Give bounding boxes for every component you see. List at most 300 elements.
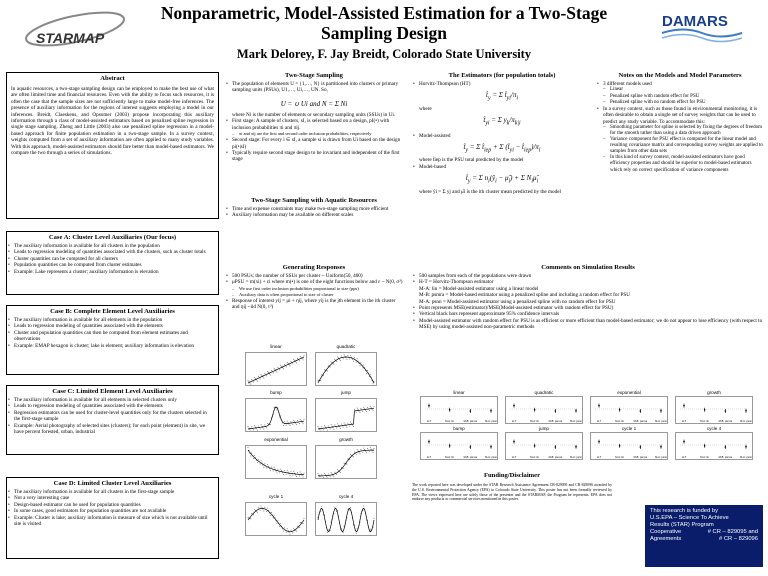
response-point	[320, 380, 321, 381]
mse-point	[619, 409, 621, 411]
response-point	[264, 507, 265, 508]
responses-bullet: • Response of interest yij = μi + ηij, where yij is the jth element in the ith cluster and ηij ~iid N(0, τ²)	[225, 298, 403, 311]
response-point	[300, 356, 301, 357]
response-point	[341, 424, 342, 425]
response-point	[300, 522, 301, 523]
x-tick-label: H-T	[511, 420, 517, 423]
response-point	[286, 366, 287, 367]
response-point	[276, 409, 277, 410]
response-point	[296, 362, 297, 363]
sim-chart-growth	[675, 390, 753, 424]
response-point	[293, 471, 294, 472]
x-tick-label: M-B: psmra	[463, 456, 478, 459]
response-chart-quadratic	[315, 344, 377, 386]
response-point	[292, 475, 293, 476]
response-point	[301, 420, 302, 421]
response-point	[365, 410, 366, 411]
response-point	[334, 425, 335, 426]
response-point	[293, 359, 294, 360]
response-point	[303, 359, 304, 360]
response-point	[343, 532, 344, 533]
response-point	[349, 459, 350, 460]
response-chart-title: linear	[270, 344, 282, 349]
funding-line: This research is funded by	[650, 508, 718, 514]
response-chart-title: growth	[339, 437, 353, 442]
accommodation-item: – Variance component for PSU effect is computed for the linear model and resulting covariance matrix and corresponding survey weights are applied to samples from other data sets	[596, 137, 764, 155]
starmap-logo	[16, 6, 134, 52]
response-point	[336, 428, 337, 429]
response-point	[369, 376, 370, 377]
responses-bullet: • μPSU = m(xi) + εi where m(•) is one of the eight functions below and ε ~ N(0, σ²)	[225, 279, 403, 285]
response-point	[318, 473, 319, 474]
case-d-item: • Not a very interesting case	[7, 495, 214, 501]
case-a-item: • Example: Lake represents a cluster; auxiliary information is elevation	[7, 269, 214, 275]
response-point	[296, 424, 297, 425]
response-point	[263, 378, 264, 379]
sim-chart-svg	[591, 433, 667, 459]
response-point	[287, 528, 288, 529]
response-point	[277, 367, 278, 368]
response-point	[367, 370, 368, 371]
sim-chart-jump	[505, 426, 583, 460]
response-point	[359, 411, 360, 412]
response-point	[318, 475, 319, 476]
case-a-title: Case A: Cluster Level Auxiliaries (Our focus)	[48, 234, 177, 241]
response-point	[352, 424, 353, 425]
response-curve-svg	[316, 446, 376, 478]
response-point	[250, 518, 251, 519]
response-chart-title: cycle 4	[338, 494, 354, 499]
response-point	[254, 509, 255, 510]
response-chart-cycle-4	[315, 494, 377, 536]
ma-note: where t̂iep is the PSU total predicted by the model	[419, 157, 524, 164]
response-point	[261, 460, 262, 461]
response-point	[350, 454, 351, 455]
response-point	[287, 421, 288, 422]
response-point	[251, 453, 252, 454]
response-point	[358, 409, 359, 410]
response-point	[273, 517, 274, 518]
estimator-def: M-A: lin = Model-assisted estimator using a linear model	[419, 285, 539, 292]
x-tick-label: M-A: psnn	[740, 456, 752, 459]
response-point	[349, 426, 350, 427]
model-item: – Penalized spline with random effect for PSU	[596, 94, 764, 100]
two-stage-bullet: • Second stage: For every i ∈ sI, a sample si is drawn from Ui based on the design pi(•|sI)	[225, 137, 403, 150]
response-point	[357, 358, 358, 359]
response-curve-svg	[316, 503, 376, 535]
case-c-item: • Leads to regression modeling of quantities associated with the elements	[7, 403, 214, 409]
abstract-text: In aquatic resources, a two-stage sampling design can be employed to make the best use of what are often limited time and financial resources. Even with the ability to focus such resources, it is often the case that the sample sizes are not sufficiently large to make model-free inferences. The presence of auxiliary information for the regions of interest suggests employing a model in our inferences. Breidt, Claeskens, and Opsomer (2003) propose incorporating this auxiliary information through a class of model-assisted estimators based on penalized spline regression in single stage sampling. Zheng and Little (2003) also use penalized spline regression in a model-based approach for finite population estimation in a two-stage sample. In a survey context, weights computed from a set of auxiliary information are often applied to many study variables. With this approach, model-assisted estimators should fare better than model-based estimators. We compare the two through a series of simulations.	[11, 86, 214, 157]
sim-chart-title: bump	[453, 426, 465, 431]
response-point	[357, 408, 358, 409]
response-point	[271, 466, 272, 467]
response-point	[248, 517, 249, 518]
funding-section	[412, 472, 612, 567]
response-point	[328, 530, 329, 531]
response-point	[257, 381, 258, 382]
response-point	[349, 359, 350, 360]
mse-point	[555, 446, 557, 448]
response-point	[258, 425, 259, 426]
comments-title: Comments on Simulation Results	[541, 264, 635, 271]
response-point	[290, 365, 291, 366]
response-point	[277, 469, 278, 470]
response-point	[345, 356, 346, 357]
response-point	[280, 365, 281, 366]
response-point	[323, 477, 324, 478]
response-point	[369, 531, 370, 532]
x-tick-label: H-T	[596, 420, 602, 423]
response-point	[325, 474, 326, 475]
response-point	[354, 452, 355, 453]
mse-point	[619, 445, 621, 447]
responses-bullet: • 500 PSUs; the number of SSUs per cluster ~ Uniform(50, 400)	[225, 273, 403, 279]
sim-chart-svg	[506, 433, 582, 459]
sim-chart-linear	[420, 390, 498, 424]
poster-authors: Mark Delorey, F. Jay Breidt, Colorado State University	[236, 47, 532, 61]
case-d-item: • The auxiliary information is available for all clusters in the first-stage sample	[7, 489, 214, 495]
response-point	[276, 523, 277, 524]
response-point	[297, 472, 298, 473]
response-point	[254, 455, 255, 456]
response-point	[321, 474, 322, 475]
notes-bullet: • In a survey context, such as those found in environmental monitoring, it is often desirable to obtain a single set of survey weights that can be used to predict any study variable. To accommodate this:	[596, 106, 764, 125]
response-curve-svg	[246, 503, 306, 535]
response-point	[354, 357, 355, 358]
response-point	[327, 477, 328, 478]
case-c-item: • Regression estimators can be used for cluster-level quantities only for the clusters selected in the first-stage sample	[7, 410, 214, 423]
response-point	[350, 422, 351, 423]
mse-point	[428, 405, 430, 407]
response-point	[284, 527, 285, 528]
response-point	[264, 463, 265, 464]
response-point	[318, 428, 319, 429]
case-b-item: • Leads to regression modeling of quantities associated with the elements	[7, 323, 214, 329]
response-chart-growth	[315, 437, 377, 479]
abstract-title: Abstract	[100, 75, 125, 82]
case-d-title: Case D: Limited Cluster Level Auxiliaries	[53, 480, 172, 487]
response-point	[257, 512, 258, 513]
sim-chart-svg	[506, 397, 582, 423]
response-point	[248, 426, 249, 427]
response-point	[297, 358, 298, 359]
response-point	[328, 425, 329, 426]
response-point	[253, 514, 254, 515]
response-point	[373, 383, 374, 384]
response-point	[347, 423, 348, 424]
response-point	[345, 424, 346, 425]
response-point	[249, 429, 250, 430]
case-d-item: • Design-based estimator can be used for population quantities	[7, 502, 214, 508]
ma-formula: $t̂_y = \Sigma$ $t̂_{iep} + \Sigma$ ($t̂_{yi}$ − $t̂_{iep})/\pi_i$	[463, 143, 541, 154]
response-point	[251, 426, 252, 427]
mse-point	[490, 410, 492, 412]
response-point	[274, 407, 275, 408]
response-point	[334, 472, 335, 473]
response-point	[289, 532, 290, 533]
notes-title: Notes on the Models and Model Parameters	[618, 72, 742, 79]
response-point	[321, 426, 322, 427]
sim-chart-cycle-4	[675, 426, 753, 460]
response-point	[261, 505, 262, 506]
response-point	[266, 511, 267, 512]
response-point	[257, 430, 258, 431]
response-point	[262, 427, 263, 428]
funding-box	[645, 505, 763, 567]
response-point	[279, 526, 280, 527]
response-point	[290, 534, 291, 535]
funding-line: Results (STAR) Program	[650, 522, 714, 528]
response-point	[283, 531, 284, 532]
x-tick-label: M-A: lin	[700, 456, 710, 459]
response-point	[282, 472, 283, 473]
response-point	[350, 507, 351, 508]
response-point	[284, 421, 285, 422]
agreement-code: # CR – 829096	[719, 536, 758, 542]
response-point	[353, 456, 354, 457]
sim-chart-svg	[591, 397, 667, 423]
aquatic-bullet: • Time and expense constraints may make two-stage sampling more efficient	[225, 206, 403, 212]
response-chart-title: cycle 1	[268, 494, 284, 499]
x-tick-label: H-T	[426, 456, 432, 459]
response-point	[357, 528, 358, 529]
responses-subitem: – Auxiliary data is often proportional to size of cluster	[225, 292, 403, 298]
notes-section	[596, 72, 764, 272]
response-point	[363, 365, 364, 366]
response-point	[254, 377, 255, 378]
response-point	[263, 429, 264, 430]
mse-point	[725, 446, 727, 448]
mse-point	[555, 410, 557, 412]
response-curve	[248, 357, 304, 383]
x-tick-label: M-A: lin	[700, 420, 710, 423]
x-tick-label: H-T	[596, 456, 602, 459]
response-point	[360, 453, 361, 454]
sim-chart-title: linear	[453, 390, 465, 395]
mse-point	[470, 410, 472, 412]
response-point	[304, 419, 305, 420]
response-point	[289, 473, 290, 474]
response-point	[295, 423, 296, 424]
case-b-title: Case B: Complete Element Level Auxiliaries	[50, 308, 175, 315]
response-point	[343, 358, 344, 359]
response-point	[283, 425, 284, 426]
response-point	[362, 367, 363, 368]
response-point	[274, 368, 275, 369]
mse-point	[513, 441, 515, 443]
response-chart-title: jump	[341, 390, 351, 395]
response-point	[248, 447, 249, 448]
response-point	[326, 476, 327, 477]
response-point	[262, 426, 263, 427]
comments-bullet: • Point represents MSE(estimator)/MSE(Model-assisted estimator with random effect for PSU)	[412, 305, 764, 311]
damars-logo	[654, 6, 750, 46]
funding-line: Agreements	[650, 536, 682, 542]
response-point	[331, 472, 332, 473]
x-tick-label: M-A: psnn	[485, 456, 497, 459]
response-point	[264, 425, 265, 426]
response-point	[292, 363, 293, 364]
response-point	[363, 407, 364, 408]
ht-label: • Horvitz-Thompson (HT)	[412, 81, 592, 87]
response-point	[327, 430, 328, 431]
x-tick-label: M-B: psmra	[633, 420, 648, 423]
x-tick-label: M-A: lin	[615, 456, 625, 459]
response-point	[260, 428, 261, 429]
sim-chart-title: cycle 4	[706, 426, 722, 431]
case-d-panel	[6, 477, 219, 559]
response-point	[299, 423, 300, 424]
x-tick-label: M-B: psmra	[463, 420, 478, 423]
response-point	[357, 449, 358, 450]
response-point	[287, 470, 288, 471]
response-point	[258, 376, 259, 377]
response-point	[370, 374, 371, 375]
response-point	[297, 420, 298, 421]
x-tick-label: M-A: lin	[530, 420, 540, 423]
response-point	[374, 406, 375, 407]
response-point	[263, 510, 264, 511]
response-point	[328, 365, 329, 366]
response-point	[327, 370, 328, 371]
response-point	[266, 375, 267, 376]
response-point	[254, 425, 255, 426]
response-point	[253, 429, 254, 430]
response-point	[273, 372, 274, 373]
response-point	[261, 374, 262, 375]
response-chart-title: bump	[270, 390, 282, 395]
response-point	[331, 361, 332, 362]
response-point	[321, 374, 322, 375]
where-text: where	[419, 105, 432, 112]
response-point	[324, 369, 325, 370]
two-stage-bullet: • Typically require second stage design to be invariant and independent of the first stage	[225, 150, 403, 163]
estimator-def: M-A: psnn = Model-assisted estimator using a penalized spline with no random effect for PSU	[419, 298, 616, 305]
response-point	[337, 469, 338, 470]
response-point	[346, 427, 347, 428]
response-point	[261, 424, 262, 425]
response-curve	[318, 508, 374, 531]
response-point	[296, 531, 297, 532]
mse-point	[660, 410, 662, 412]
response-point	[364, 449, 365, 450]
comments-bullet: • Vertical black bars represent approximate 95% confidence intervals	[412, 311, 764, 317]
x-tick-label: M-A: psnn	[570, 456, 582, 459]
response-point	[340, 360, 341, 361]
funding-line: U.S.EPA – Science To Achieve	[650, 515, 729, 521]
x-tick-label: M-B: psmra	[718, 456, 733, 459]
sim-chart-title: jump	[539, 426, 549, 431]
response-point	[360, 449, 361, 450]
case-c-panel	[6, 385, 219, 455]
model-assisted-label: • Model-assisted	[412, 133, 592, 139]
two-stage-bullet: where Ni is the number of elements or secondary sampling units (SSUs) in Ui.	[232, 111, 396, 118]
responses-title: Generating Responses	[282, 264, 346, 271]
response-point	[318, 380, 319, 381]
case-b-item: • Example: EMAP hexagon is cluster; lake is element; auxiliary information is elevation	[7, 343, 214, 349]
case-a-item: • Leads to regression modeling of quantities associated with the clusters, such as cluster totals	[7, 249, 214, 255]
response-point	[300, 472, 301, 473]
response-point	[363, 505, 364, 506]
response-point	[332, 426, 333, 427]
x-tick-label: M-A: lin	[615, 420, 625, 423]
response-point	[255, 427, 256, 428]
response-point	[270, 470, 271, 471]
response-point	[324, 425, 325, 426]
response-point	[349, 509, 350, 510]
response-point	[304, 473, 305, 474]
response-point	[294, 473, 295, 474]
response-point	[251, 379, 252, 380]
response-point	[370, 529, 371, 530]
response-point	[333, 364, 334, 365]
response-point	[256, 428, 257, 429]
response-point	[296, 476, 297, 477]
response-point	[290, 530, 291, 531]
response-point	[330, 428, 331, 429]
sim-chart-svg	[421, 397, 497, 423]
x-tick-label: M-B: psmra	[548, 456, 563, 459]
x-tick-label: M-A: psnn	[655, 456, 667, 459]
response-point	[266, 427, 267, 428]
response-point	[286, 425, 287, 426]
response-point	[299, 360, 300, 361]
mse-point	[449, 445, 451, 447]
response-point	[336, 474, 337, 475]
response-chart-jump	[315, 390, 377, 432]
sim-chart-title: exponential	[617, 390, 641, 395]
response-point	[292, 424, 293, 425]
response-point	[293, 528, 294, 529]
response-point	[360, 365, 361, 366]
response-point	[347, 355, 348, 356]
partition-formula: U = ∪ Ui and N = Σ Ni	[280, 99, 348, 108]
response-point	[297, 526, 298, 527]
ht-inner-formula: $t̂_{yi} = \Sigma$ $y_k/\pi_{k|i}$	[483, 116, 521, 127]
response-point	[263, 467, 264, 468]
mse-point	[745, 410, 747, 412]
response-point	[365, 451, 366, 452]
case-c-item: • Example: Aerial photography of selected sites (clusters); for each point (element) in site, we have percent forested, urban, industrial	[7, 423, 214, 436]
x-tick-label: M-A: psnn	[655, 420, 667, 423]
response-curve	[318, 357, 374, 383]
response-point	[258, 459, 259, 460]
estimators-title: The Estimators (for population totals)	[448, 72, 556, 79]
response-point	[332, 427, 333, 428]
case-c-item: • The auxiliary information is available for all elements in selected clusters only	[7, 397, 214, 403]
response-point	[284, 470, 285, 471]
response-point	[289, 424, 290, 425]
mse-point	[449, 409, 451, 411]
estimator-def: M-B: psmra = Model-based estimator using a penalized spline and including a random effect for PSU	[419, 292, 631, 299]
response-point	[292, 532, 293, 533]
response-chart-bump	[245, 390, 307, 432]
mse-point	[598, 441, 600, 443]
response-point	[374, 448, 375, 449]
response-point	[288, 472, 289, 473]
sim-chart-svg	[676, 433, 752, 459]
response-point	[303, 423, 304, 424]
response-point	[318, 426, 319, 427]
sim-chart-cycle-1	[590, 426, 668, 460]
response-point	[267, 508, 268, 509]
response-point	[327, 532, 328, 533]
response-point	[334, 359, 335, 360]
response-point	[344, 354, 345, 355]
response-point	[300, 419, 301, 420]
response-point	[328, 473, 329, 474]
response-point	[251, 513, 252, 514]
